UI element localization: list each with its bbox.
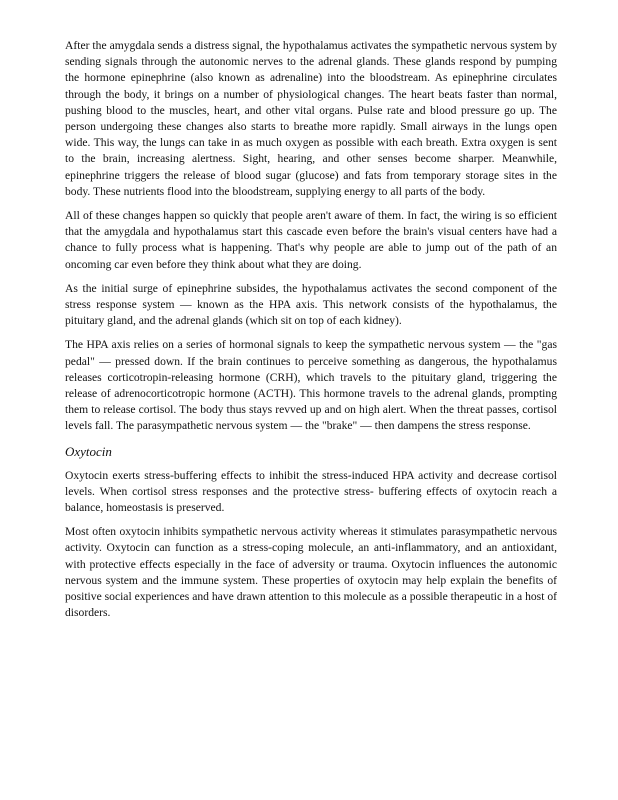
paragraph-oxytocin-effects: Most often oxytocin inhibits sympathetic nervous activity whereas it stimulates parasympathetic nervous activity. Oxytocin can function as a stress-coping molecule, an anti-inflammatory, and an antioxidant, with protective effects especially in the face of adversity or trauma. Oxytocin influences the autonomic nervous system and the immune system. These properties of oxytocin may help explain the benefits of positive social experiences and have drawn attention to this molecule as a possible therapeutic in a host of disorders. xyxy=(65,525,557,620)
paragraph-oxytocin-buffering: Oxytocin exerts stress-buffering effects to inhibit the stress-induced HPA activity and decrease cortisol levels. When cortisol stress responses and the protective stress- buffering effects of oxytocin reach a balance, homeostasis is preserved. xyxy=(65,468,557,515)
paragraph-hpa-axis-hormones: The HPA axis relies on a series of hormonal signals to keep the sympathetic nervous system — the "gas pedal" — pressed down. If the brain continues to perceive something as dangerous, the hypothalamus releases corticotropin-releasing hormone (CRH), which travels to the pituitary gland, triggering the release of adrenocorticotropic hormone (ACTH). This hormone travels to the adrenal glands, prompting them to release cortisol. The body thus stays revved up and on high alert. When the threat passes, cortisol levels fall. The parasympathetic nervous system — the "brake" — then dampens the stress response. xyxy=(65,338,557,433)
paragraph-quick-changes: All of these changes happen so quickly that people aren't aware of them. In fact, the wiring is so efficient that the amygdala and hypothalamus start this cascade even before the brain's visual centers have had a chance to fully process what is happening. That's why people are able to jump out of the path of an oncoming car even before they think about what they are doing. xyxy=(65,209,557,271)
document-page xyxy=(65,38,557,630)
section-heading-oxytocin: Oxytocin xyxy=(65,443,112,459)
paragraph-stress-response: After the amygdala sends a distress signal, the hypothalamus activates the sympathetic nervous system by sending signals through the autonomic nerves to the adrenal glands. These glands respond by pumping the hormone epinephrine (also known as adrenaline) into the bloodstream. As epinephrine circulates through the body, it brings on a number of physiological changes. The heart beats faster than normal, pushing blood to the muscles, heart, and other vital organs. Pulse rate and blood pressure go up. The person undergoing these changes also starts to breathe more rapidly. Small airways in the lungs open wide. This way, the lungs can take in as much oxygen as possible with each breath. Extra oxygen is sent to the brain, increasing alertness. Sight, hearing, and other senses become sharper. Meanwhile, epinephrine triggers the release of blood sugar (glucose) and fats from temporary storage sites in the body. These nutrients flood into the bloodstream, supplying energy to all parts of the body. xyxy=(65,39,557,198)
paragraph-hpa-axis-intro: As the initial surge of epinephrine subsides, the hypothalamus activates the second component of the stress response system — known as the HPA axis. This network consists of the hypothalamus, the pituitary gland, and the adrenal glands (which sit on top of each kidney). xyxy=(65,281,557,328)
